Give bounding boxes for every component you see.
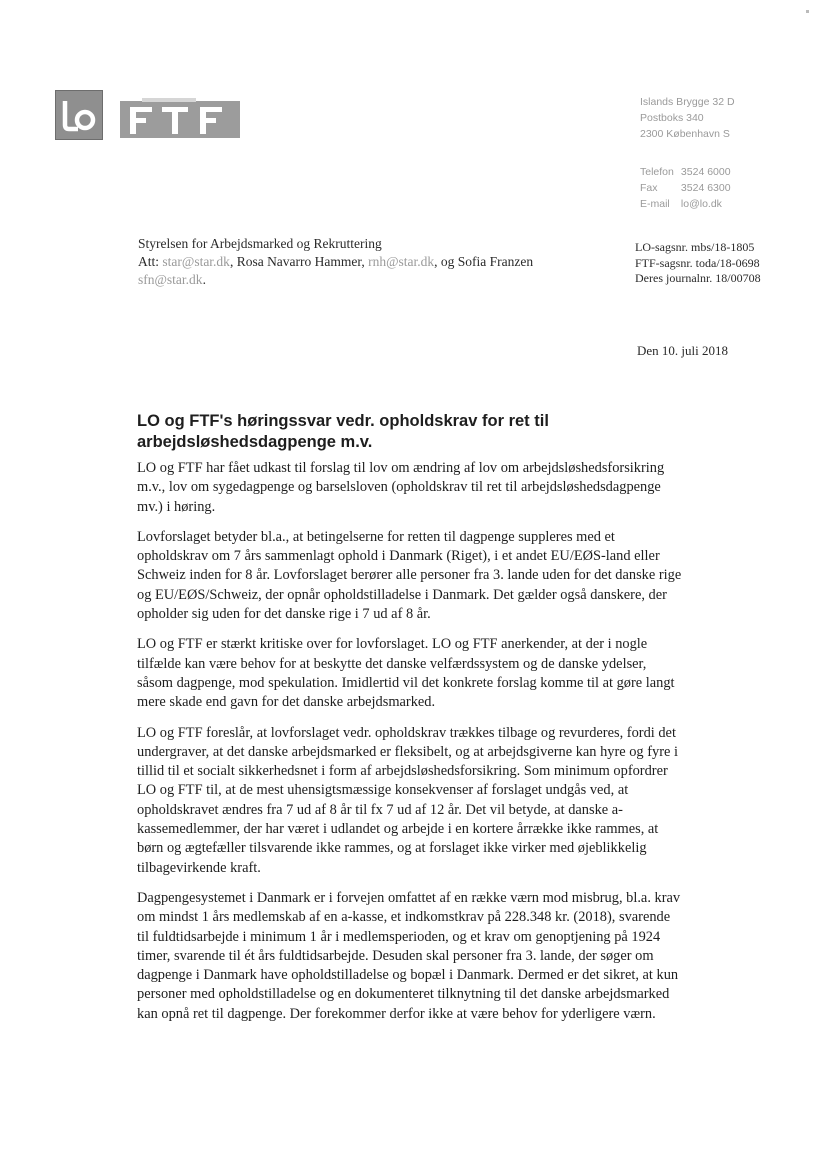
recipient-email: rnh@star.dk bbox=[368, 254, 435, 269]
ftf-case-number: FTF-sagsnr. toda/18-0698 bbox=[635, 255, 760, 270]
body-paragraph: Dagpengesystemet i Danmark er i forvejen omfattet af en række værn mod misbrug, bl.a. krav om mindst 1 års medlemskab af en a-kasse, et indkomstkrav på 228.348 kr. (2018), svarende til fuldtidsarbejde i minimum 1 år i medlemsperioden, og et krav om genoptjening på 1924 timer, svarende til ét års fuldtidsarbejde. Desuden skal personer fra 3. lande, der søger om dagpenge i Danmark have opholdstilladelse og bopæl i Danmark. Dermed er det sikret, at kun personer med opholdstilladelse og en dokumenteret tilknytning til det danske arbejdsmarked kan opnå ret til dagpenge. Der forekommer derfor ikke at være behov for yderligere værn. bbox=[137, 889, 681, 1022]
lo-case-number: LO-sagsnr. mbs/18-1805 bbox=[635, 240, 755, 254]
sender-fax bbox=[640, 180, 735, 196]
fax-label: Fax bbox=[640, 182, 658, 194]
sender-address-block bbox=[640, 94, 735, 212]
recipient-attention: Att: star@star.dk, Rosa Navarro Hammer, rnh@star.dk, og Sofia Franzen sfn@star.dk. bbox=[138, 254, 534, 287]
recipient-name: Rosa Navarro Hammer, bbox=[236, 254, 365, 269]
body-paragraph: LO og FTF er stærkt kritiske over for lovforslaget. LO og FTF anerkender, at der i nogle tilfælde kan være behov for at beskytte det danske velfærdssystem og de danske ydelser, såsom dagpenge, mod spekulation. Imidlertid vil det konkrete forslag komme til at gøre langt mere skade end gavn for det danske arbejdsmarked. bbox=[137, 636, 675, 711]
email-label: E-mail bbox=[640, 198, 670, 210]
body-paragraph: LO og FTF har fået udkast til forslag til lov om ændring af lov om arbejdsløshedsforsikring m.v., lov om sygedagpenge og barselsloven (opholdskrav til ret til arbejdsløshedsdagpenge mv.) i høring. bbox=[137, 460, 665, 515]
att-label: Att: bbox=[138, 254, 160, 269]
recipient-name: Sofia Franzen bbox=[457, 254, 534, 269]
phone-number: 3524 6000 bbox=[680, 166, 731, 178]
sender-phone bbox=[640, 164, 735, 180]
recipient-email: star@star.dk bbox=[162, 254, 230, 269]
fax-number: 3524 6300 bbox=[680, 182, 731, 194]
sender-address-line: Islands Brygge 32 D bbox=[640, 96, 735, 108]
lo-logo bbox=[55, 90, 103, 140]
sender-email bbox=[640, 196, 735, 212]
journal-number: Deres journalnr. 18/00708 bbox=[635, 271, 761, 285]
ftf-logo bbox=[120, 98, 240, 138]
recipient-email: sfn@star.dk bbox=[138, 272, 203, 287]
body-paragraph: LO og FTF foreslår, at lovforslaget vedr. opholdskrav trækkes tilbage og revurderes, fordi det undergraver, at det danske arbejdsmarked er fleksibelt, og at arbejdsgiverne kan hyre og fyre i tillid til et socialt sikkerhedsnet i form af arbejdsløshedsforsikring. Som minimum opfordrer LO og FTF til, at de mest uhensigtsmæssige konsekvenser af forslaget undgås ved, at opholdskravet ændres fra 7 ud af 8 år til fx 7 ud af 12 år. Det vil betyde, at danske a-kassemedlemmer, der har været i udlandet og arbejde i en kortere årrække ikke rammes, at børn og ægtefæller tilsvarende ikke rammes, og at forslaget ikke virker med øjeblikkelig tilbagevirkende kraft. bbox=[137, 724, 678, 876]
recipient-org: Styrelsen for Arbejdsmarked og Rekruttering bbox=[138, 236, 382, 251]
case-references bbox=[635, 240, 761, 287]
recipient-block bbox=[138, 235, 608, 289]
body-paragraph: Lovforslaget betyder bl.a., at betingelserne for retten til dagpenge suppleres med et opholdskrav om 7 års sammenlagt ophold i Danmark (Riget), i et andet EU/EØS-land eller Schweiz inden for 8 år. Lovforslaget berører alle personer fra 3. lande uden for det danske rige og EU/EØS/Schweiz, der opnår opholdstilladelse i Danmark. Det gælder også danskere, der opholder sig uden for det danske rige i 7 ud af 8 år. bbox=[137, 528, 682, 623]
letter-date: Den 10. juli 2018 bbox=[637, 343, 728, 358]
sender-address-line: 2300 København S bbox=[640, 128, 730, 140]
scan-speck bbox=[806, 10, 809, 13]
recipient-conjunction: , og bbox=[434, 254, 455, 269]
sender-address-line: Postboks 340 bbox=[640, 112, 704, 124]
phone-label: Telefon bbox=[640, 166, 674, 178]
letter-body bbox=[137, 459, 683, 1035]
email-address: lo@lo.dk bbox=[680, 198, 722, 210]
letter-title: LO og FTF's høringssvar vedr. opholdskrav for ret til arbejdsløshedsdagpenge m.v. bbox=[137, 412, 549, 451]
